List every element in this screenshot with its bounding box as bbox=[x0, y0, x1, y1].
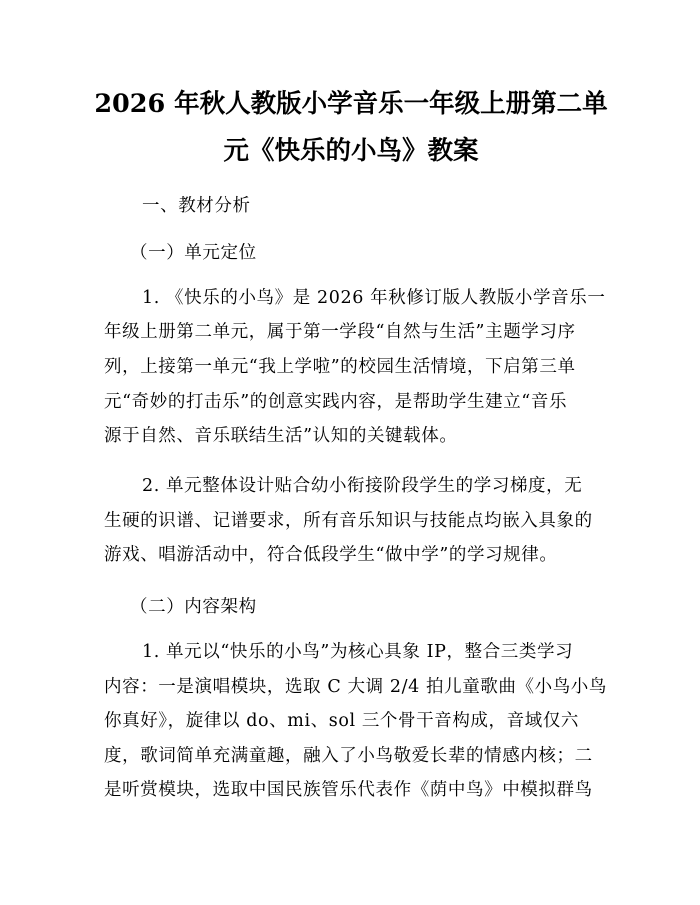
paragraph-1-line: 元“奇妙的打击乐”的创意实践内容，是帮助学生建立“音乐 bbox=[104, 392, 568, 412]
paragraph-1-line: 1. 《快乐的小鸟》是 2026 年秋修订版人教版小学音乐一 bbox=[142, 288, 606, 308]
document-title-line-2: 元《快乐的小鸟》教案 bbox=[223, 136, 479, 166]
subsection-heading-unit-positioning: （一）单元定位 bbox=[130, 243, 257, 263]
paragraph-1-line: 源于自然、音乐联结生活”认知的关键载体。 bbox=[104, 426, 458, 446]
document-title-line-1: 2026 年秋人教版小学音乐一年级上册第二单 bbox=[94, 89, 608, 119]
subsection-heading-content-structure: （二）内容架构 bbox=[130, 597, 257, 617]
paragraph-1-line: 列，上接第一单元“我上学啦”的校园生活情境，下启第三单 bbox=[104, 357, 576, 377]
section-heading-teaching-material-analysis: 一、教材分析 bbox=[142, 196, 251, 216]
paragraph-1-line: 年级上册第二单元，属于第一学段“自然与生活”主题学习序 bbox=[104, 322, 576, 342]
paragraph-3-line: 度，歌词简单充满童趣，融入了小鸟敬爱长辈的情感内核；二 bbox=[104, 746, 593, 766]
paragraph-2-line: 游戏、唱游活动中，符合低段学生“做中学”的学习规律。 bbox=[104, 545, 558, 565]
paragraph-3-line: 内容：一是演唱模块，选取 C 大调 2/4 拍儿童歌曲《小鸟小鸟 bbox=[104, 677, 608, 697]
paragraph-3-line: 你真好》，旋律以 do、mi、sol 三个骨干音构成，音域仅六 bbox=[104, 711, 580, 731]
paragraph-3-line: 是听赏模块，选取中国民族管乐代表作《荫中鸟》中模拟群鸟 bbox=[104, 780, 593, 800]
paragraph-2-line: 生硬的识谱、记谱要求，所有音乐知识与技能点均嵌入具象的 bbox=[104, 511, 593, 531]
paragraph-3-line: 1. 单元以“快乐的小鸟”为核心具象 IP，整合三类学习 bbox=[142, 642, 574, 662]
paragraph-2-line: 2. 单元整体设计贴合幼小衔接阶段学生的学习梯度，无 bbox=[142, 476, 583, 496]
